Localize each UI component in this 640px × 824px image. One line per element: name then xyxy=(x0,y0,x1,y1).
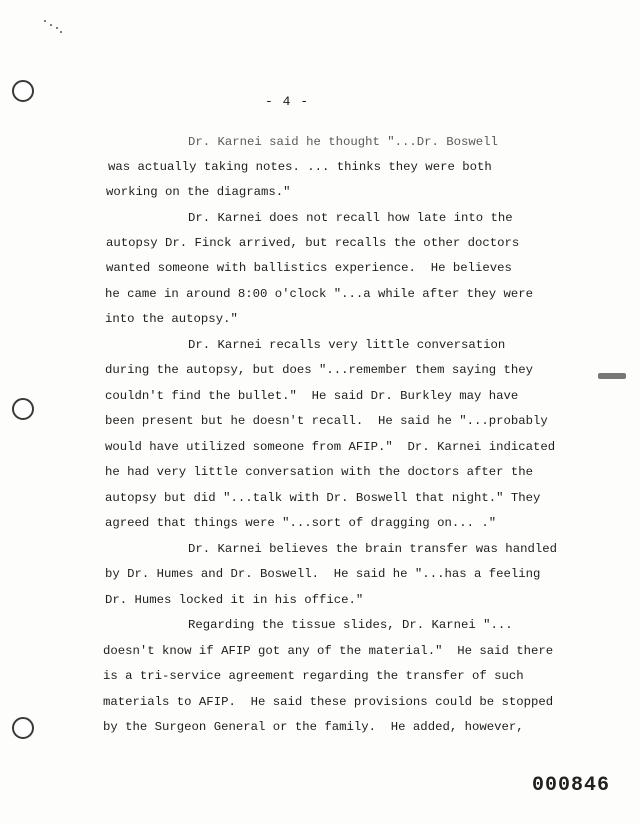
text-line: Dr. Karnei said he thought "...Dr. Boswell xyxy=(188,135,498,149)
text-line: by the Surgeon General or the family. He added, however, xyxy=(103,720,524,734)
text-line: materials to AFIP. He said these provisions could be stopped xyxy=(103,695,554,709)
text-line: Dr. Karnei recalls very little conversation xyxy=(188,338,506,352)
text-line: he came in around 8:00 o'clock "...a while after they were xyxy=(105,287,534,301)
text-line: couldn't find the bullet." He said Dr. Burkley may have xyxy=(105,389,519,403)
text-line: working on the diagrams." xyxy=(106,185,291,199)
text-line: autopsy but did "...talk with Dr. Boswell that night." They xyxy=(105,491,541,505)
text-line: is a tri-service agreement regarding the transfer of such xyxy=(103,669,524,683)
text-line: was actually taking notes. ... thinks they were both xyxy=(108,160,492,174)
bates-number: 000846 xyxy=(531,774,610,797)
text-line: into the autopsy." xyxy=(105,312,238,326)
text-line: wanted someone with ballistics experience. He believes xyxy=(106,261,512,275)
text-line: would have utilized someone from AFIP." Dr. Karnei indicated xyxy=(105,440,556,454)
text-line: been present but he doesn't recall. He said he "...probably xyxy=(105,414,548,428)
page-number: - 4 - xyxy=(265,94,310,109)
text-line: autopsy Dr. Finck arrived, but recalls the other doctors xyxy=(106,236,520,250)
text-line: Regarding the tissue slides, Dr. Karnei "... xyxy=(188,618,513,632)
text-line: Dr. Humes locked it in his office." xyxy=(105,593,364,607)
text-line: Dr. Karnei believes the brain transfer was handled xyxy=(188,542,557,556)
text-line: agreed that things were "...sort of dragging on... ." xyxy=(105,516,497,530)
text-line: by Dr. Humes and Dr. Boswell. He said he "...has a feeling xyxy=(105,567,541,581)
text-line: Dr. Karnei does not recall how late into the xyxy=(188,211,513,225)
text-line: he had very little conversation with the doctors after the xyxy=(105,465,534,479)
text-line: during the autopsy, but does "...remember them saying they xyxy=(105,363,534,377)
text-line: doesn't know if AFIP got any of the material." He said there xyxy=(103,644,554,658)
